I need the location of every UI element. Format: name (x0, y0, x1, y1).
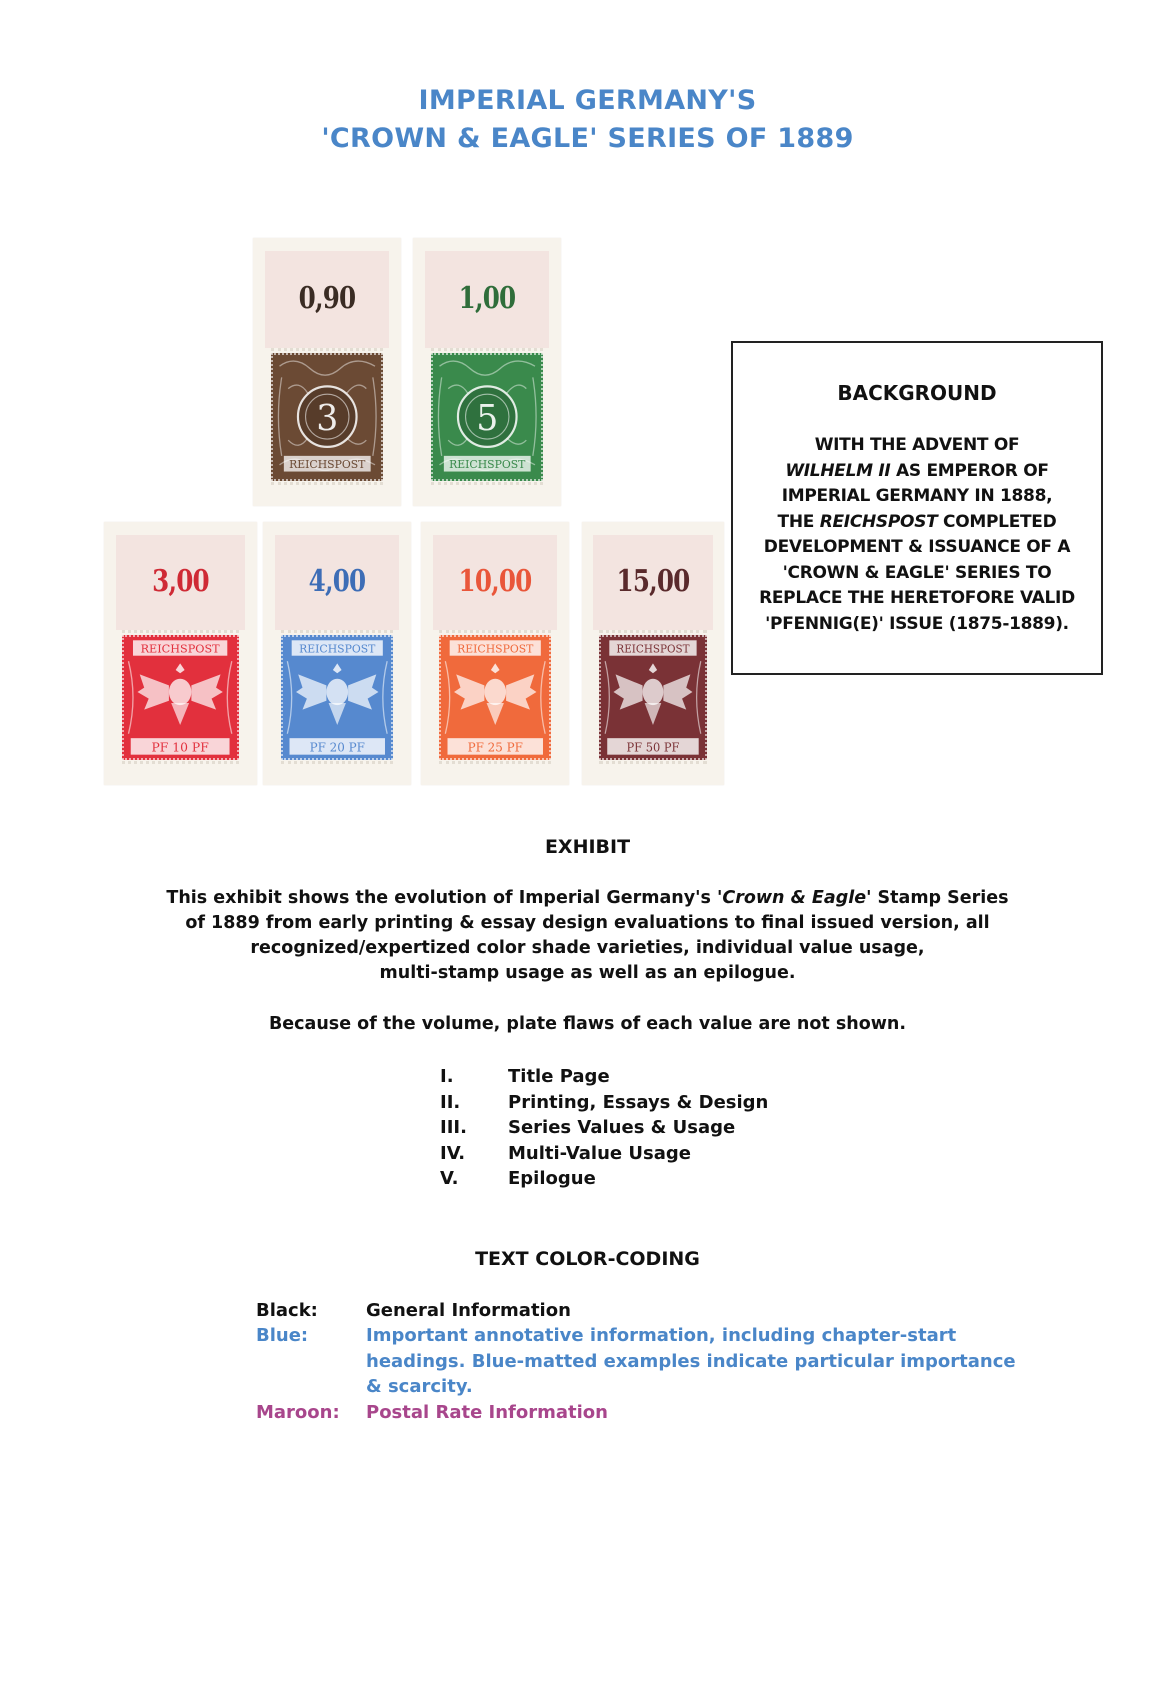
selvage-value: 4,00 (308, 564, 366, 600)
background-line: THE REICHSPOST COMPLETED (777, 511, 1057, 532)
perforation (271, 482, 384, 485)
svg-text:REICHSPOST: REICHSPOST (140, 642, 221, 656)
perforation (431, 348, 544, 351)
background-line: 'PFENNIG(E)' ISSUE (1875-1889). (765, 613, 1069, 634)
stamp-design (431, 353, 544, 480)
svg-text:REICHSPOST: REICHSPOST (288, 458, 366, 472)
background-line: DEVELOPMENT & ISSUANCE OF A (763, 537, 1071, 557)
color-description-line: & scarcity. (366, 1376, 473, 1397)
stamp (253, 238, 401, 506)
stamp (582, 522, 724, 785)
perforation (122, 761, 238, 764)
exhibit-line: multi-stamp usage as well as an epilogue. (379, 963, 796, 983)
svg-text:REICHSPOST: REICHSPOST (298, 642, 376, 656)
selvage-value: 15,00 (616, 564, 690, 600)
toc-item (440, 1066, 840, 1092)
stamp (413, 238, 561, 506)
exhibit-line: This exhibit shows the evolution of Imperial Germany's 'Crown & Eagle' Stamp Series (166, 888, 1009, 908)
background-text (733, 433, 1101, 637)
exhibit-line: of 1889 from early printing & essay design evaluations to final issued version, all (185, 913, 990, 933)
color-description: Postal Rate Information (366, 1402, 608, 1423)
svg-text:5: 5 (475, 397, 499, 440)
toc-label: Epilogue (508, 1168, 596, 1189)
selvage-value: 0,90 (298, 280, 356, 316)
stamp-design (271, 353, 384, 480)
toc-item (440, 1143, 840, 1169)
perforation (599, 630, 707, 633)
perforation (439, 630, 552, 633)
color-description-line: headings. Blue-matted examples indicate particular importance (366, 1350, 1016, 1372)
page-title (0, 82, 1175, 158)
background-line: WITH THE ADVENT OF (814, 435, 1020, 455)
table-of-contents (440, 1066, 840, 1194)
stamp-design (122, 635, 238, 760)
exhibit-heading: EXHIBIT (544, 836, 631, 858)
toc-label: Series Values & Usage (508, 1117, 736, 1138)
stamp (104, 522, 257, 785)
color-description: General Information (366, 1300, 571, 1321)
svg-text:PF 20 PF: PF 20 PF (309, 740, 365, 755)
stamp-design (439, 635, 552, 760)
stamp-design (599, 635, 707, 760)
selvage-value: 1,00 (458, 280, 516, 316)
title-line-1: IMPERIAL GERMANY'S (418, 85, 757, 116)
background-heading: BACKGROUND (837, 381, 997, 405)
svg-text:REICHSPOST: REICHSPOST (616, 642, 690, 656)
svg-text:PF 10 PF: PF 10 PF (151, 740, 210, 755)
svg-text:PF 50 PF: PF 50 PF (626, 740, 680, 755)
toc-number: III. (440, 1117, 467, 1138)
stamp-design (281, 635, 394, 760)
background-line: 'CROWN & EAGLE' SERIES TO (782, 562, 1052, 583)
toc-number: V. (440, 1168, 459, 1189)
perforation (431, 482, 544, 485)
toc-label: Title Page (508, 1066, 610, 1087)
toc-number: I. (440, 1066, 454, 1087)
toc-item (440, 1117, 840, 1143)
color-key: Blue: (256, 1325, 309, 1346)
perforation (271, 348, 384, 351)
background-box (731, 341, 1103, 675)
perforation (281, 630, 394, 633)
background-line: WILHELM II AS EMPEROR OF (785, 460, 1049, 481)
svg-text:3: 3 (315, 397, 339, 440)
selvage-value: 3,00 (152, 564, 209, 600)
stamp (421, 522, 569, 785)
toc-number: II. (440, 1091, 461, 1113)
stamp (263, 522, 411, 785)
toc-label: Printing, Essays & Design (508, 1091, 769, 1113)
volume-note: Because of the volume, plate flaws of each value are not shown. (268, 1014, 907, 1034)
toc-item (440, 1168, 840, 1194)
color-coding-heading: TEXT COLOR-CODING (475, 1248, 700, 1270)
color-description (366, 1323, 1016, 1400)
svg-text:REICHSPOST: REICHSPOST (448, 458, 526, 472)
perforation (439, 761, 552, 764)
background-line: REPLACE THE HERETOFORE VALID (759, 588, 1075, 608)
color-key: Maroon: (256, 1402, 340, 1423)
svg-text:REICHSPOST: REICHSPOST (456, 642, 534, 656)
color-description-line: Important annotative information, including chapter-start (366, 1325, 957, 1346)
svg-text:PF 25 PF: PF 25 PF (467, 740, 523, 755)
toc-label: Multi-Value Usage (508, 1142, 691, 1164)
exhibit-line: recognized/expertized color shade varieties, individual value usage, (250, 938, 925, 958)
perforation (599, 761, 707, 764)
toc-number: IV. (440, 1142, 466, 1164)
perforation (281, 761, 394, 764)
exhibit-text (0, 886, 1175, 986)
background-line: IMPERIAL GERMANY IN 1888, (781, 486, 1053, 506)
perforation (122, 630, 238, 633)
color-key: Black: (256, 1300, 318, 1321)
selvage-value: 10,00 (458, 564, 532, 600)
title-line-2: 'CROWN & EAGLE' SERIES OF 1889 (321, 123, 854, 154)
toc-item (440, 1092, 840, 1118)
